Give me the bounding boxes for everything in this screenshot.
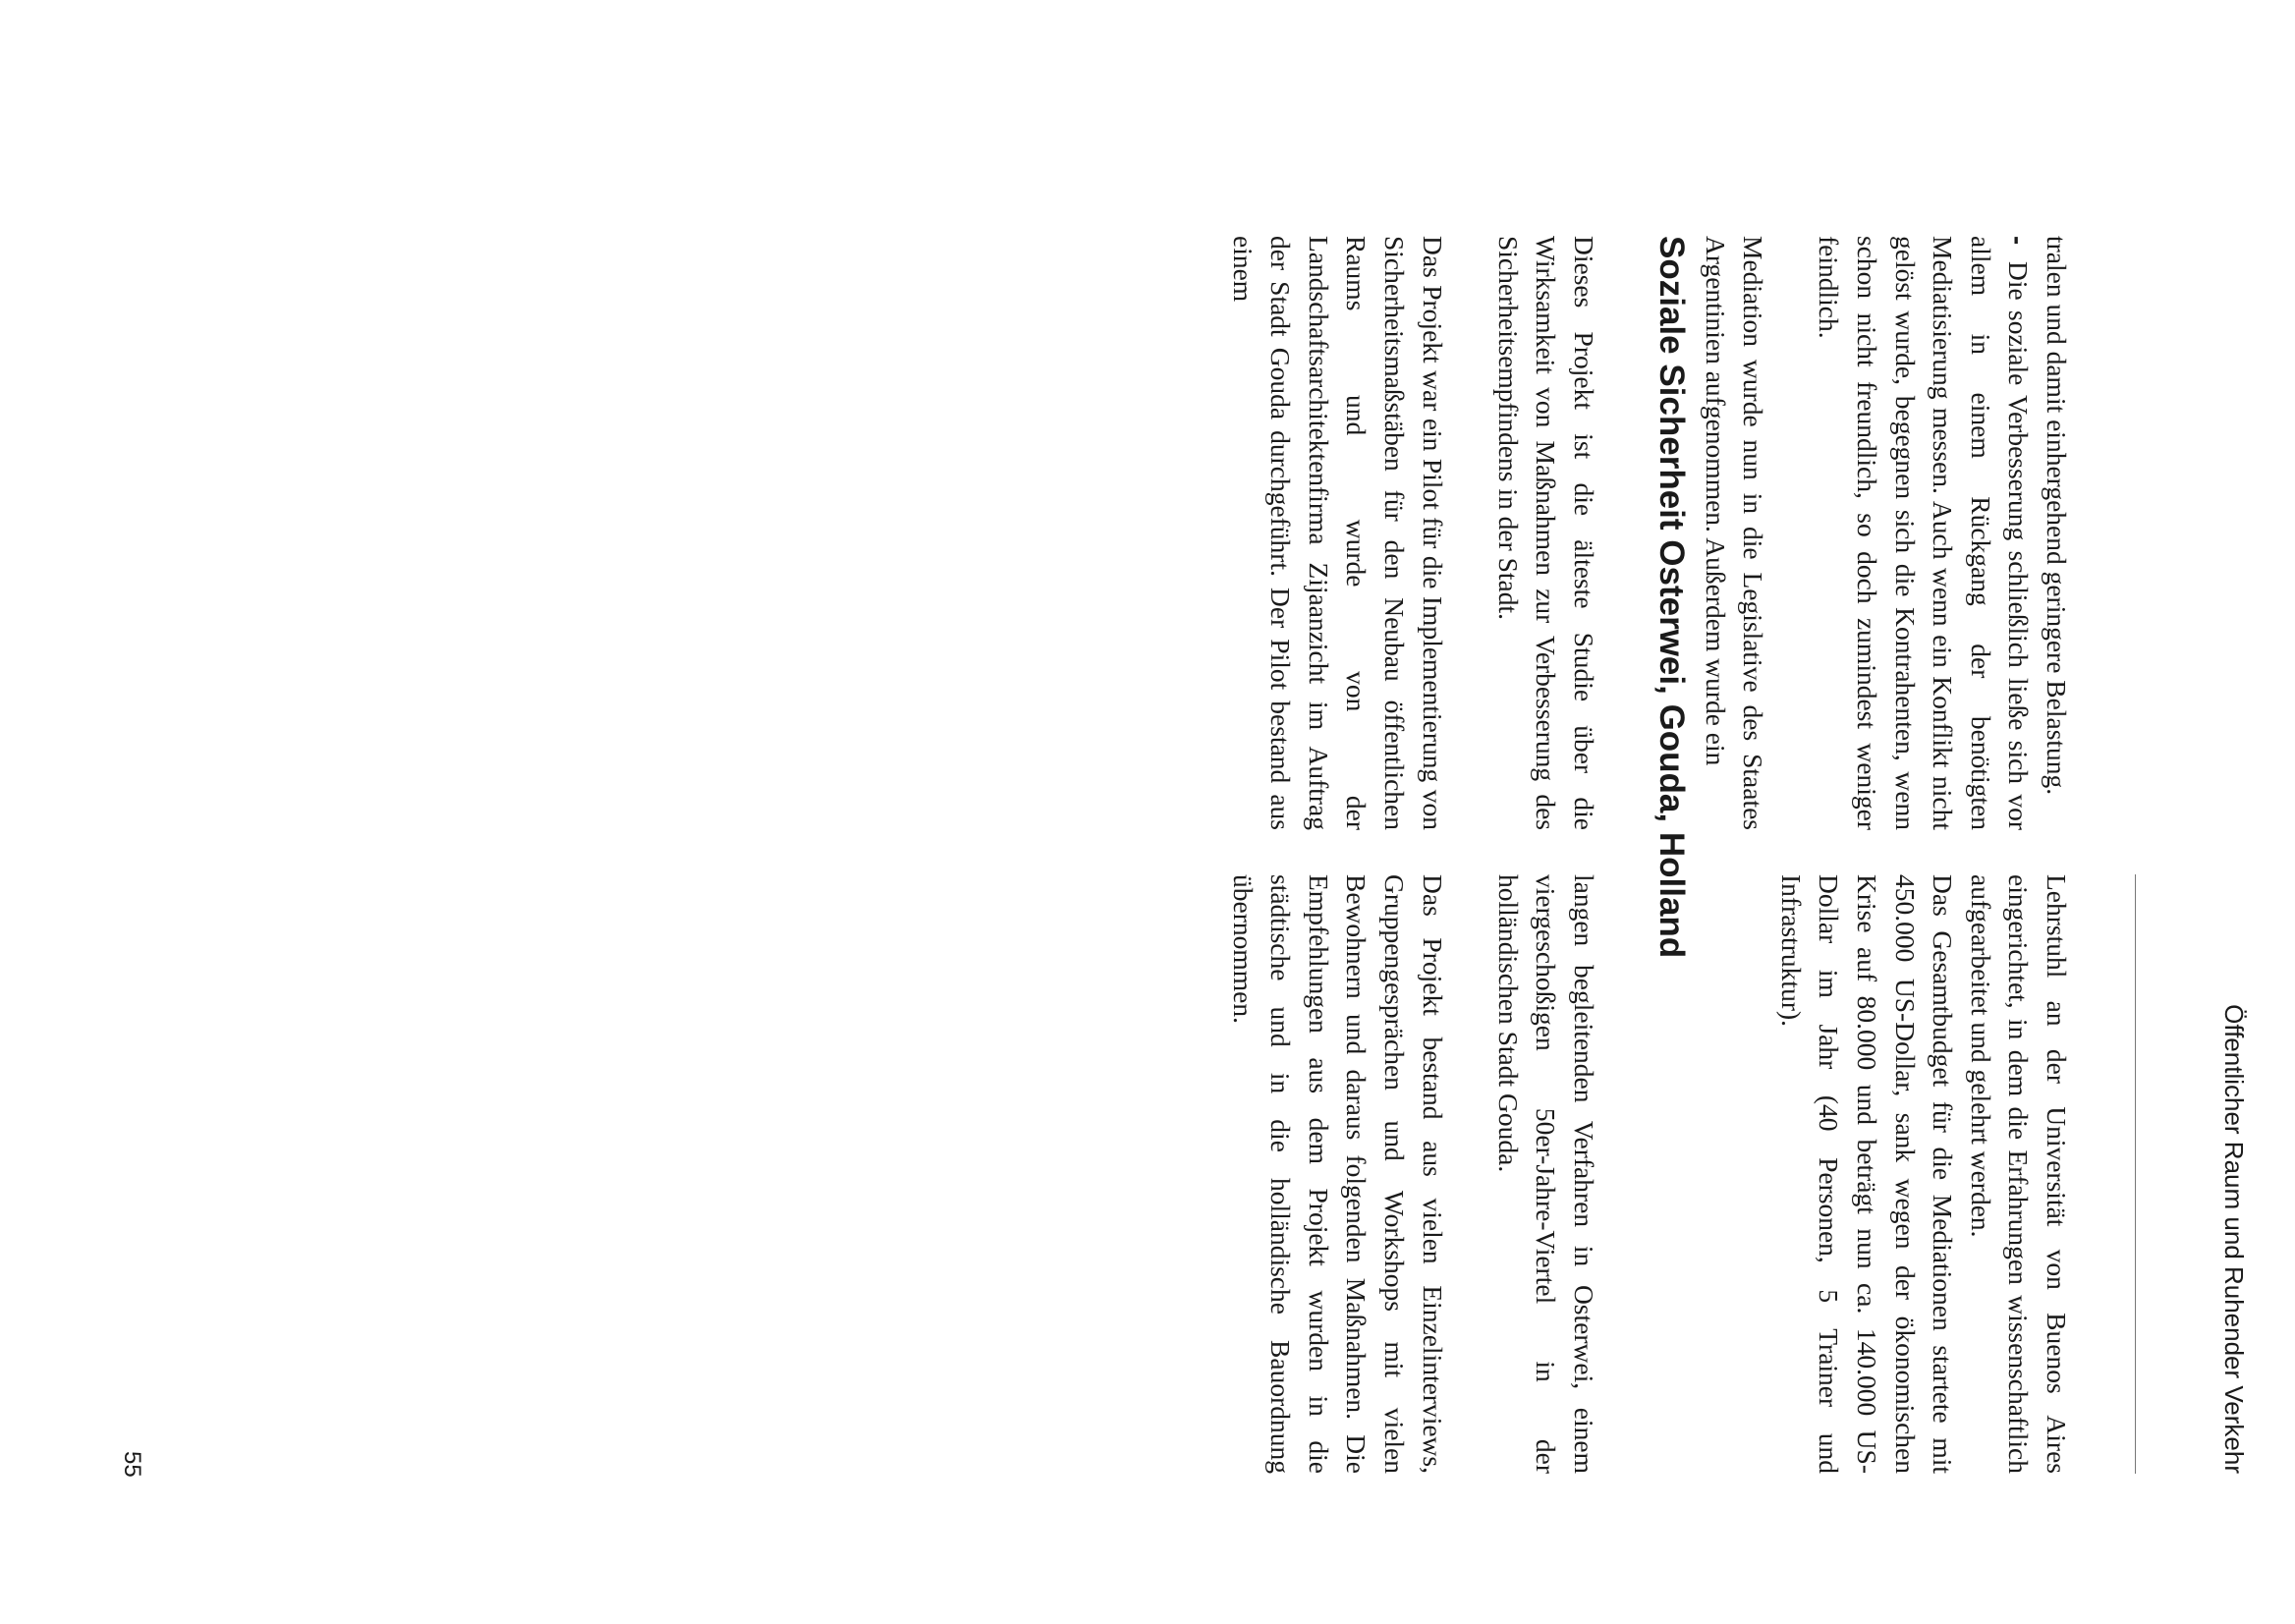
paragraph-project: Das Projekt bestand aus vielen Einzelinterviews, Gruppengesprächen und Workshops mit vielen Bewohnern und daraus folgenden Maßnahmen. Die Empfehlungen aus dem Projekt wurden in die städtische und in die holländische Bauordnung übernommen. (1227, 874, 1448, 1474)
page-number: 55 (119, 1451, 145, 1478)
section1-right-column (1771, 874, 2075, 1474)
paragraph-continuation: tralen und damit einhergehend geringere Belastung. (2042, 236, 2072, 796)
paragraph-pilot: Das Projekt war ein Pilot für die Implementierung von Sicherheitsmaßstäben für den Neubau öffentlichen Raums und wurde von der Landschaftsarchitektenfirma Zijaanzicht im Auftrag der Stadt Gouda durchgeführt. Der Pilot bestand aus einem (1227, 236, 1448, 830)
section2-left-column (1223, 236, 1602, 830)
bullet-item (1810, 236, 2038, 830)
running-header: Öffentlicher Raum und Ruhender Verkehr (2219, 1004, 2249, 1474)
paragraph-study: Dieses Projekt ist die älteste Studie über die Wirksamkeit von Maßnahmen zur Verbesserung des Sicherheitsempfindens in der Stadt. (1492, 236, 1599, 830)
paragraph-mediation: Mediation wurde nun in die Legislative des Staates Argentinien aufgenommen. Außerdem wurde ein (1700, 236, 1769, 830)
paragraph-osterwei: langen begleitenden Verfahren in Osterwei, einem viergeschoßigen 50er-Jahre-Viertel in der holländischen Stadt Gouda. (1492, 874, 1599, 1474)
header-rule (2135, 874, 2136, 1474)
section-heading: Soziale Sicherheit Osterwei, Gouda, Holland (1652, 236, 1691, 959)
paragraph-lehrstuhl: Lehrstuhl an der Universität von Buenos Aires eingerichtet, in dem die Erfahrungen wissenschaftlich aufgearbeitet und gelehrt werden. (1965, 874, 2072, 1474)
section2-right-column (1223, 874, 1602, 1474)
paragraph-budget: Das Gesamtbudget für die Mediationen startete mit 450.000 US-Dollar, sank wegen der ökonomischen Krise auf 80.000 und beträgt nun ca. 140.000 US-Dollar im Jahr (40 Personen, 5 Trainer und Infrastruktur). (1775, 874, 1959, 1474)
bullet-text: Die soziale Verbesserung schließlich ließe sich vor allem in einem Rückgang der benötigten Mediatisierung messen. Auch wenn ein Konflikt nicht gelöst wurde, begegnen sich die Kontrahenten, wenn schon nicht freundlich, so doch zumindest weniger feindlich. (1814, 236, 2035, 830)
section1-left-column (1696, 236, 2075, 830)
bullet-marker: - (2003, 236, 2035, 246)
